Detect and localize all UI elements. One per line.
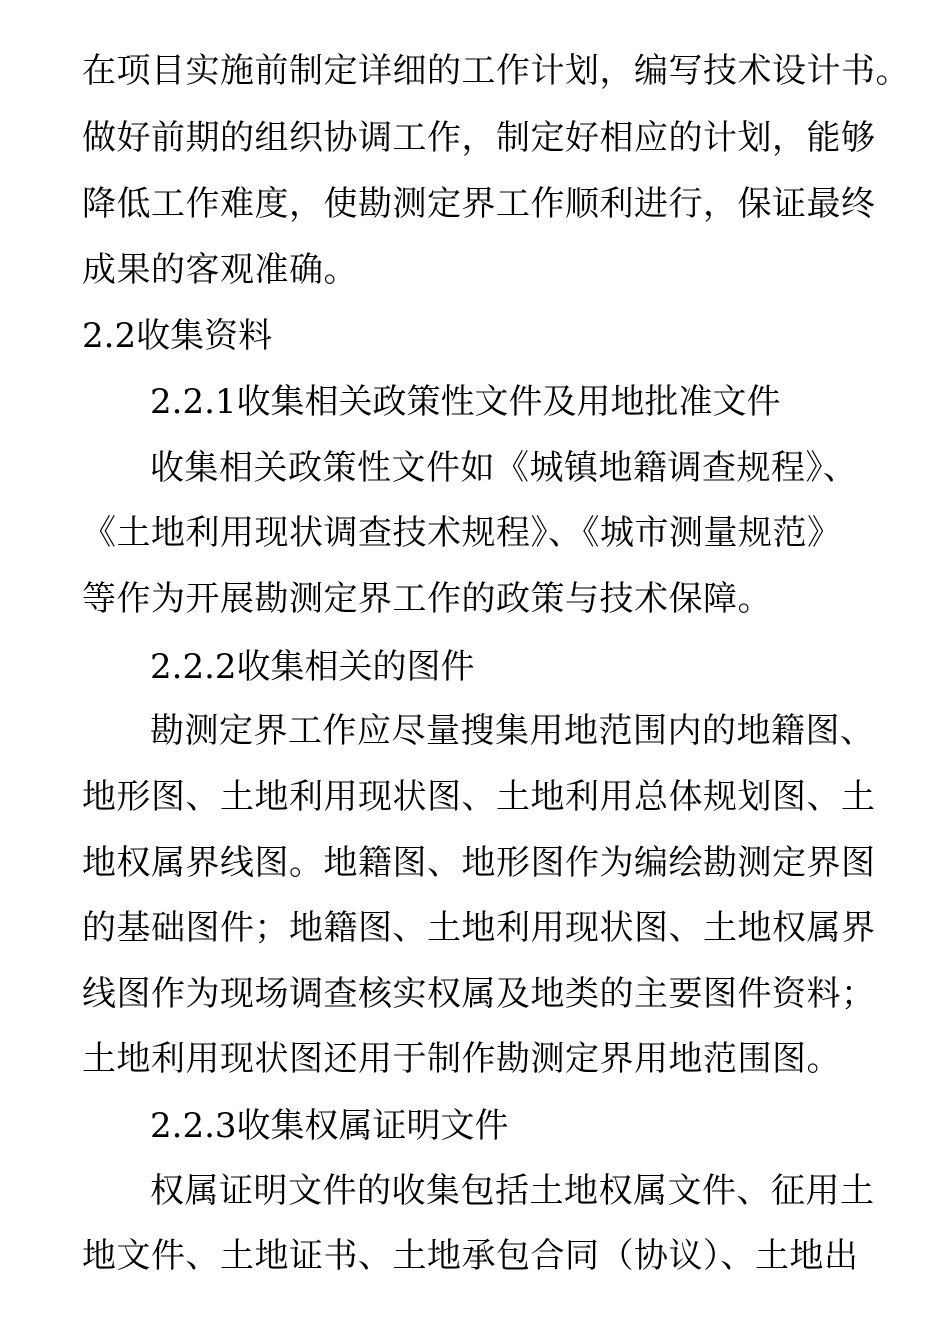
paragraph-line: 收集相关政策性文件如《城镇地籍调查规程》、 (150, 448, 858, 488)
paragraph-line: 《土地利用现状调查技术规程》、《城市测量规范》 (82, 513, 842, 553)
paragraph-line: 地形图、土地利用现状图、土地利用总体规划图、土 (82, 777, 876, 817)
paragraph-line: 等作为开展勘测定界工作的政策与技术保障。 (82, 579, 772, 619)
paragraph-line: 地权属界线图。地籍图、地形图作为编绘勘测定界图 (82, 843, 876, 883)
paragraph-line: 线图作为现场调查核实权属及地类的主要图件资料； (82, 974, 876, 1014)
paragraph-line: 成果的客观准确。 (82, 250, 358, 290)
subsection-heading: 2.2.1收集相关政策性文件及用地批准文件 (150, 382, 781, 422)
paragraph-line: 勘测定界工作应尽量搜集用地范围内的地籍图、 (150, 711, 875, 751)
paragraph-line: 做好前期的组织协调工作，制定好相应的计划，能够 (82, 118, 876, 158)
paragraph-line: 权属证明文件的收集包括土地权属文件、征用土 (150, 1171, 875, 1211)
subsection-heading: 2.2.3收集权属证明文件 (150, 1106, 509, 1146)
paragraph-line: 在项目实施前制定详细的工作计划，编写技术设计书。 (82, 51, 910, 91)
paragraph-line: 降低工作难度，使勘测定界工作顺利进行，保证最终 (82, 184, 876, 224)
paragraph-line: 土地利用现状图还用于制作勘测定界用地范围图。 (82, 1039, 841, 1079)
subsection-heading: 2.2.2收集相关的图件 (150, 647, 475, 687)
section-heading: 2.2收集资料 (82, 316, 273, 356)
paragraph-line: 的基础图件；地籍图、土地利用现状图、土地权属界 (82, 908, 876, 948)
paragraph-line: 地文件、土地证书、土地承包合同（协议）、土地出 (82, 1236, 859, 1276)
